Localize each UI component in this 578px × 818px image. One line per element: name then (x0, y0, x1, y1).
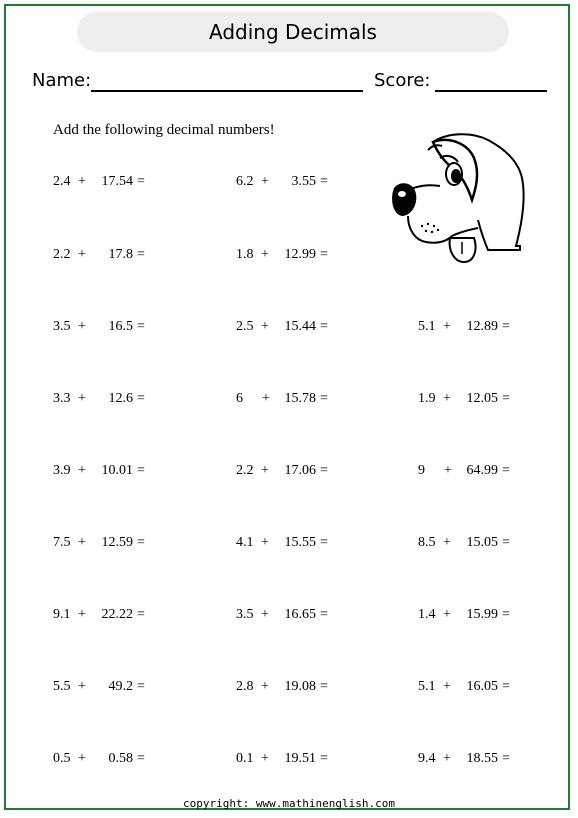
worksheet-title: Adding Decimals (77, 12, 509, 52)
problem-r8-c2 (236, 679, 346, 699)
addend-a: 1.8 (236, 247, 254, 262)
addend-a: 6.2 (236, 174, 254, 189)
plus-sign: + (78, 679, 86, 694)
addend-a: 4.1 (236, 535, 254, 550)
plus-sign: + (78, 319, 86, 334)
addend-a: 3.5 (53, 319, 71, 334)
addend-b: 12.6 (108, 391, 133, 406)
equals-sign: = (320, 679, 328, 694)
problem-r6-c3 (418, 535, 528, 555)
plus-sign: + (261, 247, 269, 262)
plus-sign: + (443, 751, 451, 766)
addend-b: 12.99 (284, 247, 316, 262)
name-field[interactable] (91, 90, 363, 92)
equals-sign: = (502, 535, 510, 550)
addend-a: 5.1 (418, 679, 436, 694)
addend-a: 2.8 (236, 679, 254, 694)
addend-a: 5.1 (418, 319, 436, 334)
addend-b: 12.59 (101, 535, 133, 550)
problem-r7-c2 (236, 607, 346, 627)
addend-b: 12.89 (466, 319, 498, 334)
addend-a: 6 (236, 391, 243, 406)
problem-r8-c1 (53, 679, 163, 699)
equals-sign: = (137, 247, 145, 262)
instructions: Add the following decimal numbers! (53, 122, 275, 138)
addend-b: 17.8 (108, 247, 133, 262)
plus-sign: + (443, 391, 451, 406)
plus-sign: + (261, 679, 269, 694)
equals-sign: = (320, 751, 328, 766)
plus-sign: + (444, 463, 452, 478)
equals-sign: = (320, 319, 328, 334)
score-field[interactable] (435, 90, 547, 92)
plus-sign: + (443, 679, 451, 694)
equals-sign: = (137, 319, 145, 334)
equals-sign: = (320, 535, 328, 550)
problem-r1-c2 (236, 174, 346, 194)
addend-b: 49.2 (108, 679, 133, 694)
plus-sign: + (261, 463, 269, 478)
plus-sign: + (78, 535, 86, 550)
addend-a: 9 (418, 463, 425, 478)
problem-r5-c1 (53, 463, 163, 483)
equals-sign: = (137, 679, 145, 694)
plus-sign: + (78, 391, 86, 406)
plus-sign: + (78, 751, 86, 766)
dog-head-icon (388, 128, 528, 270)
plus-sign: + (78, 174, 86, 189)
problem-r4-c1 (53, 391, 163, 411)
equals-sign: = (320, 247, 328, 262)
equals-sign: = (502, 391, 510, 406)
equals-sign: = (320, 463, 328, 478)
addend-b: 22.22 (101, 607, 133, 622)
addend-b: 0.58 (108, 751, 133, 766)
plus-sign: + (261, 607, 269, 622)
equals-sign: = (137, 751, 145, 766)
addend-b: 18.55 (466, 751, 498, 766)
problem-r8-c3 (418, 679, 528, 699)
addend-b: 10.01 (101, 463, 133, 478)
equals-sign: = (502, 679, 510, 694)
equals-sign: = (502, 751, 510, 766)
problem-r6-c2 (236, 535, 346, 555)
plus-sign: + (443, 319, 451, 334)
problem-r7-c3 (418, 607, 528, 627)
addend-b: 17.54 (101, 174, 133, 189)
equals-sign: = (137, 535, 145, 550)
plus-sign: + (443, 607, 451, 622)
problem-r9-c3 (418, 751, 528, 771)
plus-sign: + (261, 535, 269, 550)
plus-sign: + (78, 607, 86, 622)
addend-a: 1.4 (418, 607, 436, 622)
problem-r2-c1 (53, 247, 163, 267)
addend-b: 3.55 (291, 174, 316, 189)
addend-b: 15.99 (466, 607, 498, 622)
equals-sign: = (502, 319, 510, 334)
problem-r6-c1 (53, 535, 163, 555)
addend-b: 15.78 (284, 391, 316, 406)
plus-sign: + (78, 247, 86, 262)
addend-a: 9.1 (53, 607, 71, 622)
problem-r1-c1 (53, 174, 163, 194)
addend-b: 15.44 (284, 319, 316, 334)
addend-b: 19.08 (284, 679, 316, 694)
addend-a: 9.4 (418, 751, 436, 766)
addend-b: 64.99 (466, 463, 498, 478)
addend-a: 3.9 (53, 463, 71, 478)
addend-a: 2.4 (53, 174, 71, 189)
addend-a: 3.5 (236, 607, 254, 622)
addend-b: 16.5 (108, 319, 133, 334)
equals-sign: = (137, 607, 145, 622)
plus-sign: + (261, 751, 269, 766)
addend-a: 8.5 (418, 535, 436, 550)
addend-a: 0.5 (53, 751, 71, 766)
addend-a: 7.5 (53, 535, 71, 550)
problem-r7-c1 (53, 607, 163, 627)
addend-a: 2.2 (236, 463, 254, 478)
plus-sign: + (78, 463, 86, 478)
addend-b: 16.65 (284, 607, 316, 622)
copyright-footer: copyright: www.mathinenglish.com (183, 797, 395, 810)
score-label: Score: (374, 70, 431, 91)
equals-sign: = (320, 174, 328, 189)
problem-r4-c2 (236, 391, 346, 411)
plus-sign: + (261, 174, 269, 189)
plus-sign: + (443, 535, 451, 550)
problem-r3-c1 (53, 319, 163, 339)
problem-r9-c1 (53, 751, 163, 771)
problem-r2-c2 (236, 247, 346, 267)
problem-r5-c2 (236, 463, 346, 483)
problem-r4-c3 (418, 391, 528, 411)
addend-b: 17.06 (284, 463, 316, 478)
equals-sign: = (320, 607, 328, 622)
addend-b: 19.51 (284, 751, 316, 766)
addend-a: 5.5 (53, 679, 71, 694)
equals-sign: = (320, 391, 328, 406)
addend-b: 15.05 (466, 535, 498, 550)
equals-sign: = (502, 463, 510, 478)
addend-a: 1.9 (418, 391, 436, 406)
equals-sign: = (137, 391, 145, 406)
equals-sign: = (502, 607, 510, 622)
addend-a: 0.1 (236, 751, 254, 766)
addend-b: 15.55 (284, 535, 316, 550)
name-label: Name: (32, 70, 92, 91)
problem-r3-c3 (418, 319, 528, 339)
addend-a: 2.5 (236, 319, 254, 334)
plus-sign: + (261, 319, 269, 334)
problem-r9-c2 (236, 751, 346, 771)
addend-a: 3.3 (53, 391, 71, 406)
problem-r5-c3 (418, 463, 528, 483)
addend-b: 12.05 (466, 391, 498, 406)
addend-a: 2.2 (53, 247, 71, 262)
plus-sign: + (262, 391, 270, 406)
equals-sign: = (137, 463, 145, 478)
problem-r3-c2 (236, 319, 346, 339)
equals-sign: = (137, 174, 145, 189)
addend-b: 16.05 (466, 679, 498, 694)
